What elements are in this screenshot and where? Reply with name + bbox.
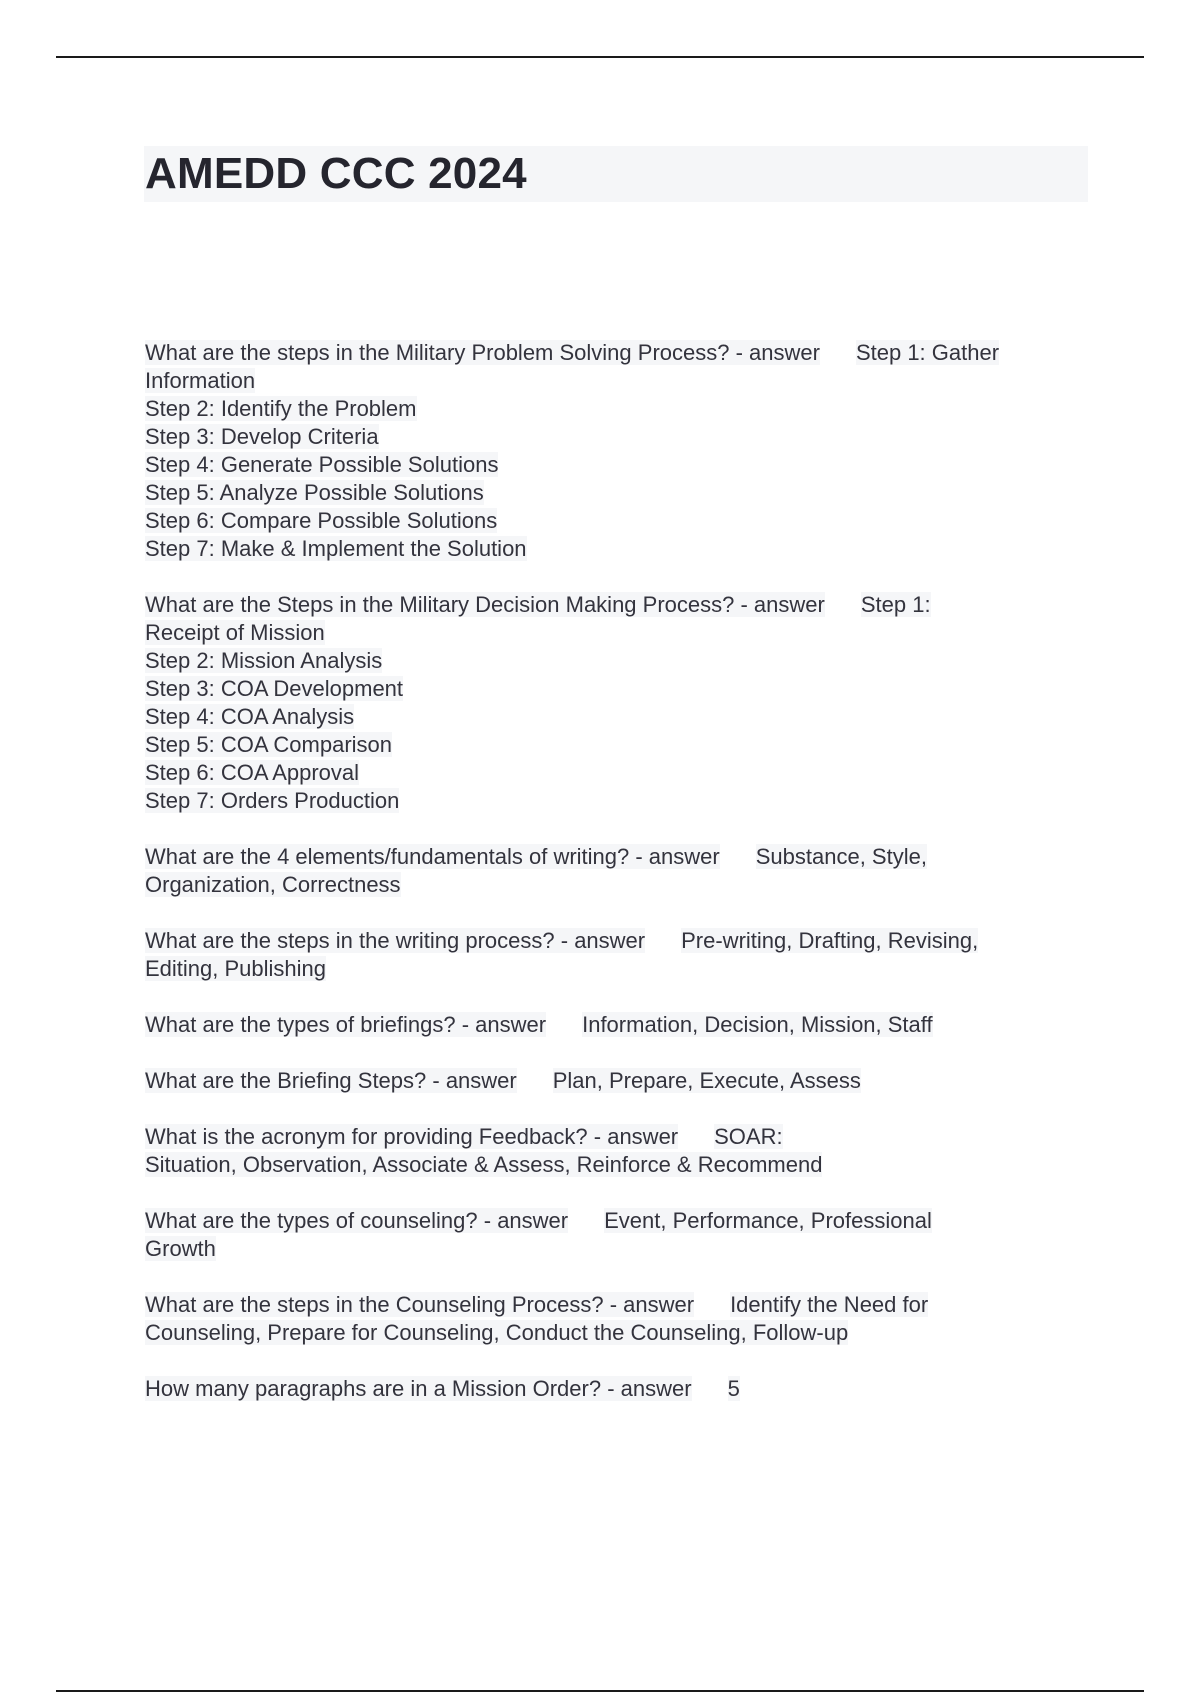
answer-line-text: Situation, Observation, Associate & Assess, Reinforce & Recommend [145,1152,823,1177]
answer-line [145,451,1095,479]
qa-first-line [145,1067,1095,1095]
answer-line [145,703,1095,731]
question-text: What is the acronym for providing Feedback? - answer [145,1124,679,1149]
answer-line-text: Receipt of Mission [145,620,325,645]
answer-line-text: Growth [145,1236,216,1261]
qa-item [145,339,1095,563]
bottom-rule [56,1690,1144,1692]
answer-line-text: Step 5: Analyze Possible Solutions [145,480,484,505]
answer-text: SOAR: [714,1124,783,1149]
question-text: What are the steps in the Military Problem Solving Process? - answer [145,340,820,365]
qa-first-line [145,1207,1095,1235]
answer-line [145,675,1095,703]
answer-line [145,507,1095,535]
qa-first-line [145,339,1095,367]
answer-line [145,367,1095,395]
qa-first-line [145,1011,1095,1039]
question-text: What are the steps in the Counseling Process? - answer [145,1292,695,1317]
answer-line [145,1319,1095,1347]
answer-text: Information, Decision, Mission, Staff [582,1012,933,1037]
qa-item [145,591,1095,815]
answer-line-text: Step 3: Develop Criteria [145,424,379,449]
answer-text: Event, Performance, Professional [604,1208,932,1233]
question-text: What are the Briefing Steps? - answer [145,1068,517,1093]
answer-line-text: Step 7: Orders Production [145,788,400,813]
answer-line [145,871,1095,899]
answer-text: Plan, Prepare, Execute, Assess [552,1068,861,1093]
answer-line [145,787,1095,815]
qa-first-line [145,843,1095,871]
answer-line [145,619,1095,647]
answer-line [145,395,1095,423]
qa-first-line [145,1123,1095,1151]
answer-line [145,647,1095,675]
answer-line-text: Counseling, Prepare for Counseling, Conduct the Counseling, Follow-up [145,1320,849,1345]
question-text: What are the steps in the writing process? - answer [145,928,646,953]
qa-item [145,927,1095,983]
page-title: AMEDD CCC 2024 [145,149,527,198]
answer-text: Step 1: Gather [855,340,1000,365]
answer-line-text: Step 2: Identify the Problem [145,396,417,421]
qa-first-line [145,1291,1095,1319]
answer-line-text: Step 2: Mission Analysis [145,648,383,673]
answer-line-text: Step 4: COA Analysis [145,704,355,729]
answer-line-text: Step 6: COA Approval [145,760,360,785]
question-text: What are the Steps in the Military Decision Making Process? - answer [145,592,825,617]
qa-item [145,1375,1095,1403]
qa-list [145,339,1095,1431]
qa-item [145,1207,1095,1263]
answer-line-text: Editing, Publishing [145,956,327,981]
answer-line [145,423,1095,451]
qa-item [145,843,1095,899]
answer-text: Substance, Style, [755,844,927,869]
answer-text: Identify the Need for [730,1292,929,1317]
question-text: What are the 4 elements/fundamentals of writing? - answer [145,844,720,869]
answer-text: 5 [727,1376,740,1401]
answer-line [145,1235,1095,1263]
answer-line-text: Information [145,368,256,393]
qa-item [145,1291,1095,1347]
answer-line [145,955,1095,983]
answer-line [145,535,1095,563]
answer-line [145,759,1095,787]
answer-line-text: Step 7: Make & Implement the Solution [145,536,527,561]
answer-line-text: Organization, Correctness [145,872,401,897]
answer-line [145,731,1095,759]
top-rule [56,56,1144,58]
answer-line-text: Step 4: Generate Possible Solutions [145,452,499,477]
answer-line [145,1151,1095,1179]
question-text: What are the types of briefings? - answer [145,1012,547,1037]
answer-text: Step 1: [860,592,931,617]
qa-item [145,1123,1095,1179]
question-text: How many paragraphs are in a Mission Order? - answer [145,1376,692,1401]
qa-first-line [145,927,1095,955]
qa-first-line [145,591,1095,619]
answer-text: Pre-writing, Drafting, Revising, [681,928,979,953]
answer-line-text: Step 6: Compare Possible Solutions [145,508,498,533]
answer-line-text: Step 3: COA Development [145,676,404,701]
qa-first-line [145,1375,1095,1403]
answer-line-text: Step 5: COA Comparison [145,732,393,757]
qa-item [145,1011,1095,1039]
qa-item [145,1067,1095,1095]
answer-line [145,479,1095,507]
question-text: What are the types of counseling? - answer [145,1208,569,1233]
